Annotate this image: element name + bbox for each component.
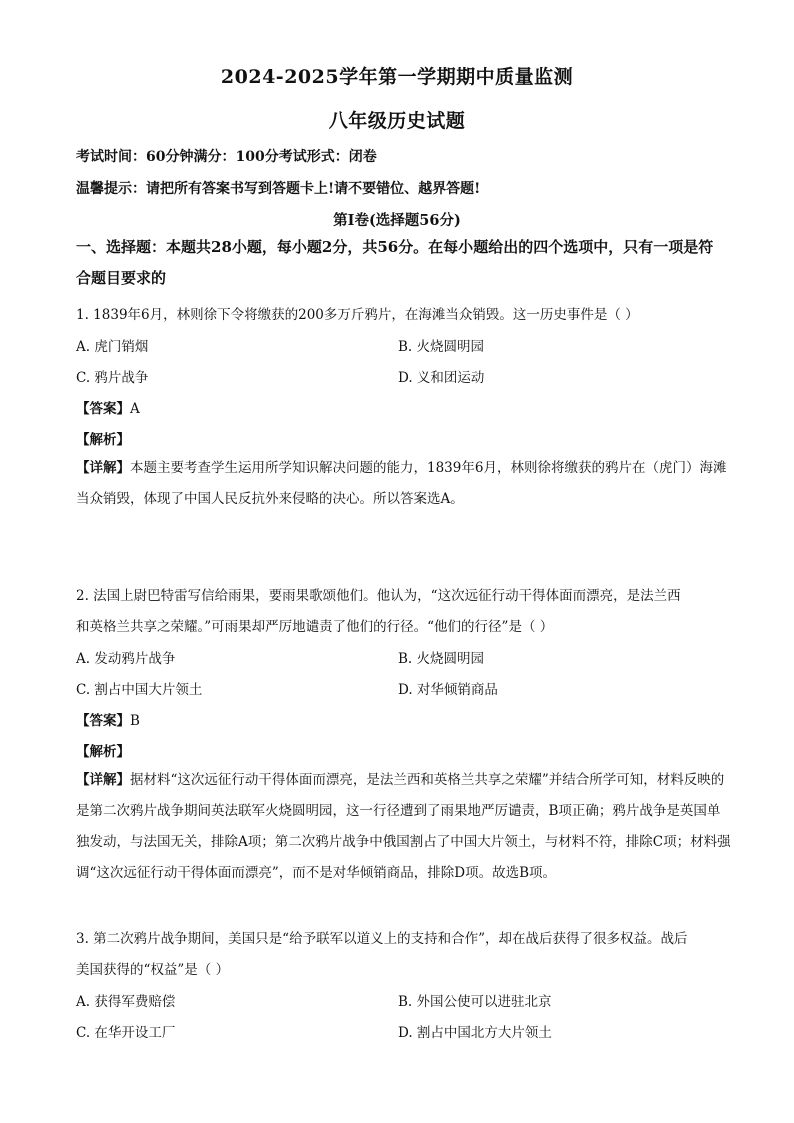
exam-subtitle: 八年级历史试题 [328, 110, 466, 132]
exam-title: 2024-2025学年第一学期期中质量监测 [220, 66, 574, 88]
exam-info: 考试时间：60分钟满分：100分考试形式：闭卷 [76, 149, 377, 165]
reminder: 温馨提示：请把所有答案书写到答题卡上!请不要错位、越界答题! [76, 181, 481, 197]
detail-text: 本题主要考查学生运用所学知识解决问题的能力，1839年6月，林则徐将缴获的鸦片在（虎门）海滩当众销毁，体现了中国人民反抗外来侵略的决心。所以答案选A。 [76, 460, 727, 507]
question-2-stem-line-2: 和英格兰共享之荣耀。”可雨果却严厉地谴责了他们的行径。“他们的行径”是（ ） [76, 619, 554, 635]
answer-value: A [130, 401, 140, 417]
question-2-option-c: C. 割占中国大片领土 [76, 682, 203, 698]
question-3-option-a: A. 获得军费赔偿 [76, 994, 176, 1010]
detail-label: 【详解】 [76, 460, 130, 476]
detail-text: 据材料“这次远征行动干得体面而漂亮，是法兰西和英格兰共享之荣耀”并结合所学可知，材料反映的是第二次鸦片战争期间英法联军火烧圆明园，这一行径遭到了雨果地严厉谴责，B项正确；鸦片战争是英国单独发动，与法国无关，排除A项；第二次鸦片战争中俄国割占了中国大片领土，与材料不符，排除C项；材料强调“这次远征行动干得体面而漂亮”，而不是对华倾销商品，排除D项。故选B项。 [76, 772, 731, 881]
section-title: 第Ⅰ卷(选择题56分) [333, 212, 461, 229]
question-2-option-b: B. 火烧圆明园 [398, 651, 485, 667]
detail-label: 【详解】 [76, 772, 130, 788]
question-3-option-c: C. 在华开设工厂 [76, 1025, 176, 1041]
question-1-option-c: C. 鸦片战争 [76, 370, 149, 386]
question-1-answer [76, 397, 140, 417]
question-3-stem-line-1: 3. 第二次鸦片战争期间，美国只是“给予联军以道义上的支持和合作”，却在战后获得了很多权益。战后 [76, 931, 688, 947]
question-2-option-d: D. 对华倾销商品 [398, 682, 498, 698]
answer-value: B [130, 713, 140, 729]
question-2-answer [76, 709, 140, 729]
question-1-detail [76, 453, 732, 515]
section-instruction: 一、选择题：本题共28小题，每小题2分，共56分。在每小题给出的四个选项中，只有一项是符合题目要求的 [76, 238, 714, 287]
question-2-stem-line-1: 2. 法国上尉巴特雷写信给雨果，要雨果歌颂他们。他认为，“这次远征行动干得体面而漂亮，是法兰西 [76, 588, 681, 604]
answer-label: 【答案】 [76, 713, 130, 729]
question-1-option-b: B. 火烧圆明园 [398, 339, 485, 355]
question-2-detail [76, 765, 732, 889]
answer-label: 【答案】 [76, 401, 130, 417]
question-1-option-d: D. 义和团运动 [398, 370, 485, 386]
question-3-option-b: B. 外国公使可以进驻北京 [398, 994, 552, 1010]
question-3-stem-line-2: 美国获得的“权益”是（ ） [76, 962, 230, 978]
question-3-option-d: D. 割占中国北方大片领土 [398, 1025, 552, 1041]
question-2-option-a: A. 发动鸦片战争 [76, 651, 176, 667]
question-1-analysis-label: 【解析】 [76, 432, 130, 448]
question-1-option-a: A. 虎门销烟 [76, 339, 149, 355]
question-2-analysis-label: 【解析】 [76, 744, 130, 760]
question-1-stem: 1. 1839年6月，林则徐下令将缴获的200多万斤鸦片，在海滩当众销毁。这一历史事件是（ ） [76, 307, 639, 323]
